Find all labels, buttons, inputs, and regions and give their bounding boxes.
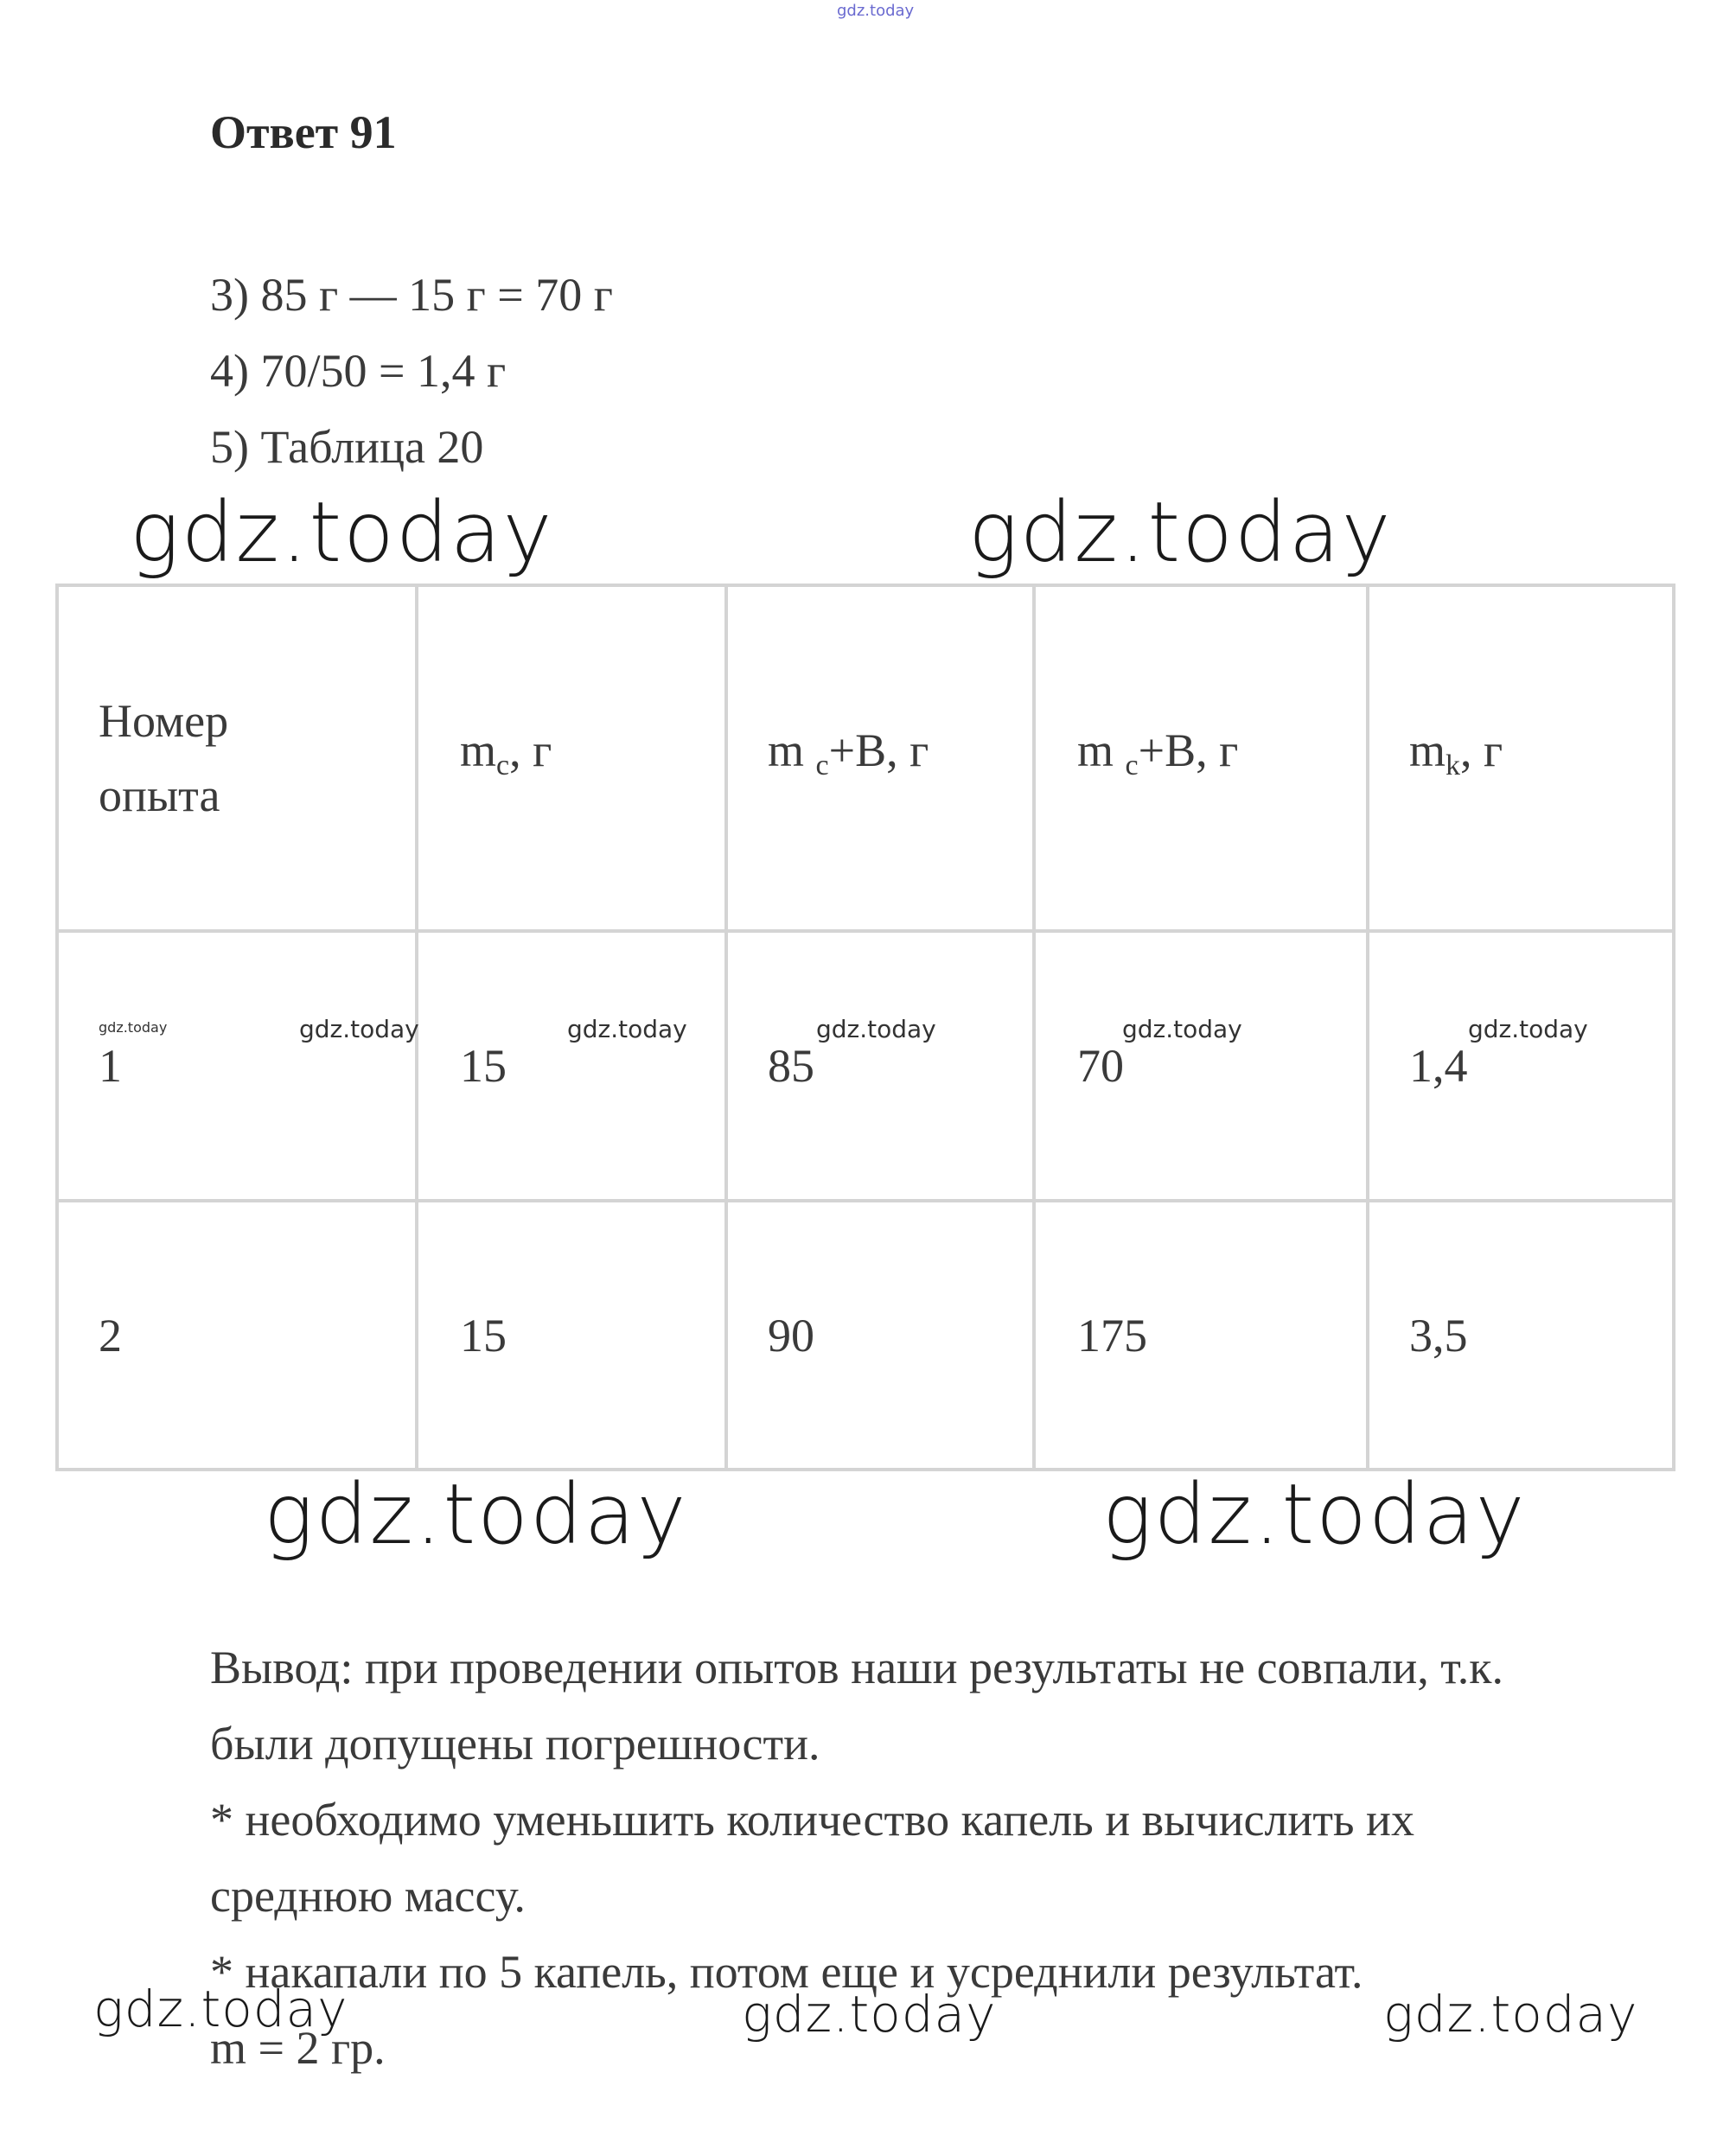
watermark: gdz.today [93, 1980, 348, 2038]
cell-value: 1 [99, 1040, 122, 1092]
watermark: gdz.today [968, 484, 1393, 581]
header-mass-container-water-label: m $_c$+B, г [768, 724, 929, 781]
conclusion-line-3: * необходимо уменьшить количество капель и вычислить их [210, 1794, 1414, 1846]
watermark: gdz.today [742, 1985, 997, 2044]
calc-line-3: 3) 85 г — 15 г = 70 г [210, 269, 613, 321]
cell-value: 90 [768, 1309, 814, 1362]
watermark: gdz.today [816, 1015, 936, 1043]
table-cell [417, 931, 726, 1201]
watermark: gdz.today [1122, 1015, 1242, 1043]
table-cell [57, 931, 417, 1201]
header-cell-experiment-number [57, 585, 417, 931]
answer-heading: Ответ 91 [210, 106, 397, 158]
calc-line-5: 5) Таблица 20 [210, 421, 484, 473]
header-mass-container-label: $m_c$, г [460, 724, 552, 781]
watermark: gdz.today [299, 1015, 419, 1043]
table-row [57, 931, 1674, 1201]
header-cell-mass-container-water [726, 585, 1034, 931]
watermark: gdz.today [99, 1019, 168, 1036]
table-header-row [57, 585, 1674, 931]
watermark: gdz.today [567, 1015, 687, 1043]
table-cell [1034, 1201, 1368, 1470]
header-cell-mass-drop [1368, 585, 1674, 931]
cell-value: 3,5 [1409, 1309, 1468, 1362]
results-table [55, 584, 1675, 1471]
cell-value: 85 [768, 1040, 814, 1092]
watermark: gdz.today [264, 1466, 688, 1563]
cell-value: 1,4 [1409, 1040, 1468, 1092]
watermark-top: gdz.today [837, 2, 915, 20]
conclusion-line-2: были допущены погрешности. [210, 1718, 820, 1770]
header-cell-mass-container-water-2 [1034, 585, 1368, 931]
cell-value: 15 [460, 1309, 507, 1362]
table-cell [1368, 931, 1674, 1201]
table-cell [726, 931, 1034, 1201]
table-row [57, 1201, 1674, 1470]
header-cell-mass-container [417, 585, 726, 931]
watermark: gdz.today [1102, 1466, 1527, 1563]
conclusion-line-6: m = 2 гр. [210, 2022, 386, 2074]
conclusion-line-1: Вывод: при проведении опытов наши результаты не совпали, т.к. [210, 1642, 1503, 1693]
cell-value: 175 [1077, 1309, 1147, 1362]
cell-value: 15 [460, 1040, 507, 1092]
watermark: gdz.today [1468, 1015, 1588, 1043]
table-cell [726, 1201, 1034, 1470]
table-cell [57, 1201, 417, 1470]
table-cell [1034, 931, 1368, 1201]
table-cell [417, 1201, 726, 1470]
header-mass-drop-label: $m_k$, г [1409, 724, 1503, 781]
watermark: gdz.today [1383, 1985, 1638, 2044]
watermark: gdz.today [130, 484, 554, 581]
cell-value: 2 [99, 1309, 122, 1362]
conclusion-line-4: среднюю массу. [210, 1870, 526, 1922]
header-mass-container-water-2-label: m $_c$+B, г [1077, 724, 1239, 781]
cell-value: 70 [1077, 1040, 1124, 1092]
calc-line-4: 4) 70/50 = 1,4 г [210, 345, 507, 397]
header-experiment-number-label: Номер опыта [99, 695, 229, 821]
conclusion-line-5: * накапали по 5 капель, потом еще и усреднили результат. [210, 1946, 1363, 1998]
table-cell [1368, 1201, 1674, 1470]
